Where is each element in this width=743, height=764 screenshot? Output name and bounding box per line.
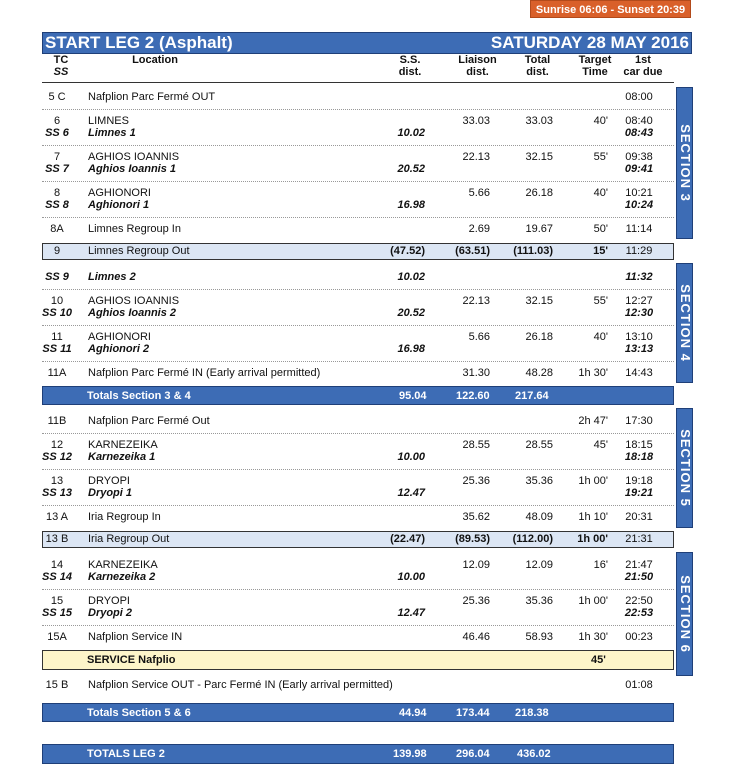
row-divider (42, 109, 674, 110)
target-time: 2h 47' (578, 415, 608, 427)
liaison-dist: 2.69 (468, 223, 490, 235)
location: LIMNES (88, 115, 129, 127)
section-6-label: SECTION 6 (678, 575, 693, 653)
col-ss-dist-label: S.S. (399, 54, 421, 66)
car-due: 11:14 (625, 223, 653, 235)
car-due: 18:15 (625, 439, 653, 451)
liaison-dist: 5.66 (468, 331, 490, 343)
ss-start-time: 09:41 (624, 163, 654, 175)
car-due: 21:31 (625, 533, 653, 545)
liaison-dist: 46.46 (462, 631, 490, 643)
ss-number: SS 15 (42, 607, 72, 619)
location: Nafplion Service IN (88, 631, 183, 643)
ss-location: Aghios Ioannis 1 (88, 163, 177, 175)
ss-location: Aghios Ioannis 2 (88, 307, 177, 319)
tc-number: 9 (53, 245, 61, 257)
total-dist: 32.15 (525, 151, 553, 163)
row-divider (42, 181, 674, 182)
total-dist: 48.09 (525, 511, 553, 523)
col-tc-label: TC (53, 54, 69, 66)
liaison-dist: 22.13 (462, 151, 490, 163)
location: Nafplion Parc Fermé OUT (88, 91, 216, 103)
total-dist: 35.36 (525, 595, 553, 607)
leg-title-bar (42, 32, 692, 54)
col-header-tc (42, 54, 80, 78)
location: KARNEZEIKA (88, 559, 158, 571)
total-dist: 26.18 (525, 187, 553, 199)
ss-dist: 12.47 (397, 487, 425, 499)
ss-location: Limnes 2 (88, 271, 136, 283)
ss-dist: (47.52) (390, 245, 425, 257)
liaison-dist: 22.13 (462, 295, 490, 307)
location: DRYOPI (88, 475, 130, 487)
total-dist: (111.03) (513, 245, 553, 257)
ss-start-time: 10:24 (624, 199, 654, 211)
col-ss-label: SS (53, 66, 69, 78)
ss-number: SS 12 (42, 451, 72, 463)
tc-number: 15 (50, 595, 64, 607)
liaison-dist: 35.62 (462, 511, 490, 523)
ss-location: Karnezeika 1 (88, 451, 156, 463)
location: Nafplion Parc Fermé IN (Early arrival permitted) (88, 367, 321, 379)
col-total-label: Total (524, 54, 551, 66)
tc-number: 8A (50, 223, 64, 235)
tc-number: 11B (47, 415, 67, 427)
car-due: 12:27 (625, 295, 653, 307)
target-time: 1h 10' (578, 511, 608, 523)
totals-section-5-6 (42, 703, 674, 722)
tc-number: 13 B (45, 533, 69, 545)
col-header-ss-dist (385, 54, 435, 78)
tc-number: 15 B (45, 679, 69, 691)
ss-dist: 16.98 (397, 343, 425, 355)
ss-dist: 20.52 (397, 163, 425, 175)
section-5-label: SECTION 5 (678, 429, 693, 507)
target-time: 15' (593, 245, 608, 257)
target-time: 55' (593, 295, 608, 307)
ss-start-time: 19:21 (624, 487, 654, 499)
location: Iria Regroup Out (88, 533, 170, 545)
ss-start-time: 18:18 (624, 451, 654, 463)
target-time: 1h 30' (578, 367, 608, 379)
row-divider (42, 289, 674, 290)
row-divider (42, 145, 674, 146)
total-dist: 48.28 (525, 367, 553, 379)
totals-ss-dist: 95.04 (399, 390, 427, 402)
totals-label: Totals Section 5 & 6 (87, 707, 191, 719)
tc-number: 13 (50, 475, 64, 487)
ss-number: SS 11 (42, 343, 72, 355)
tc-number: 13 A (45, 511, 69, 523)
header-divider (42, 82, 674, 83)
car-due: 11:29 (625, 245, 653, 257)
ss-dist: 10.00 (397, 451, 425, 463)
ss-start-time: 13:13 (624, 343, 654, 355)
service-label: SERVICE Nafplio (87, 654, 176, 666)
car-due: 21:47 (625, 559, 653, 571)
col-location-label: Location (132, 54, 178, 66)
ss-start-time: 12:30 (624, 307, 654, 319)
sunrise-sunset-badge: Sunrise 06:06 - Sunset 20:39 (530, 0, 691, 18)
ss-dist: (22.47) (390, 533, 425, 545)
totals-liaison: 122.60 (456, 390, 490, 402)
ss-start-time: 11:32 (625, 271, 653, 283)
section-3-label: SECTION 3 (678, 124, 693, 202)
target-time: 16' (593, 559, 608, 571)
totals-label: TOTALS LEG 2 (87, 748, 165, 760)
ss-dist: 16.98 (397, 199, 425, 211)
tc-number: 6 (53, 115, 61, 127)
totals-ss-dist: 139.98 (393, 748, 427, 760)
ss-location: Karnezeika 2 (88, 571, 156, 583)
car-due: 13:10 (625, 331, 653, 343)
totals-section-3-4 (42, 386, 674, 405)
row-divider (42, 433, 674, 434)
location: KARNEZEIKA (88, 439, 158, 451)
target-time: 55' (593, 151, 608, 163)
service-target: 45' (591, 654, 606, 666)
car-due: 20:31 (625, 511, 653, 523)
liaison-dist: 5.66 (468, 187, 490, 199)
tc-number: 11A (47, 367, 67, 379)
location: Iria Regroup In (88, 511, 161, 523)
location: Limnes Regroup In (88, 223, 181, 235)
ss-start-time: 08:43 (624, 127, 654, 139)
ss-dist: 20.52 (397, 307, 425, 319)
ss-number: SS 14 (42, 571, 72, 583)
car-due: 22:50 (625, 595, 653, 607)
col-due-label: 1st (635, 54, 651, 66)
row-divider (42, 625, 674, 626)
ss-dist: 10.00 (397, 571, 425, 583)
total-dist: 35.36 (525, 475, 553, 487)
liaison-dist: 25.36 (462, 475, 490, 487)
tc-number: 15A (47, 631, 67, 643)
ss-number: SS 10 (42, 307, 72, 319)
location: Nafplion Parc Fermé Out (88, 415, 210, 427)
totals-total: 218.38 (515, 707, 549, 719)
total-dist: 32.15 (525, 295, 553, 307)
section-5-tab (676, 408, 693, 528)
location: DRYOPI (88, 595, 130, 607)
car-due: 08:00 (625, 91, 653, 103)
row-divider (42, 325, 674, 326)
total-dist: 58.93 (525, 631, 553, 643)
car-due: 00:23 (625, 631, 653, 643)
ss-number: SS 13 (42, 487, 72, 499)
section-6-tab (676, 552, 693, 676)
col-liaison-sublabel: dist. (466, 66, 489, 78)
location: Limnes Regroup Out (88, 245, 190, 257)
target-time: 1h 30' (578, 631, 608, 643)
section-3-tab (676, 87, 693, 239)
ss-location: Aghionori 1 (88, 199, 150, 211)
total-dist: 26.18 (525, 331, 553, 343)
car-due: 09:38 (625, 151, 653, 163)
location: Nafplion Service OUT - Parc Fermé IN (Early arrival permitted) (88, 679, 393, 691)
total-dist: 28.55 (525, 439, 553, 451)
row-divider (42, 589, 674, 590)
liaison-dist: 33.03 (462, 115, 490, 127)
ss-number: SS 8 (45, 199, 69, 211)
tc-number: 11 (51, 331, 63, 343)
row-divider (42, 361, 674, 362)
target-time: 1h 00' (578, 475, 608, 487)
liaison-dist: 31.30 (462, 367, 490, 379)
row-divider (42, 505, 674, 506)
row-divider (42, 469, 674, 470)
ss-start-time: 22:53 (624, 607, 654, 619)
totals-total: 217.64 (515, 390, 549, 402)
leg-title: START LEG 2 (Asphalt) (45, 33, 233, 52)
tc-number: 14 (50, 559, 64, 571)
ss-location: Aghionori 2 (88, 343, 150, 355)
car-due: 10:21 (625, 187, 653, 199)
col-header-liaison (450, 54, 505, 78)
target-time: 45' (593, 439, 608, 451)
liaison-dist: (63.51) (455, 245, 490, 257)
total-dist: 12.09 (525, 559, 553, 571)
liaison-dist: 25.36 (462, 595, 490, 607)
leg-date: SATURDAY 28 MAY 2016 (490, 33, 689, 52)
ss-dist: 12.47 (397, 607, 425, 619)
target-time: 1h 00' (578, 595, 608, 607)
ss-start-time: 21:50 (624, 571, 654, 583)
section-4-label: SECTION 4 (678, 284, 693, 362)
ss-number: SS 7 (45, 163, 69, 175)
car-due: 01:08 (625, 679, 653, 691)
location: AGHIOS IOANNIS (88, 151, 180, 163)
totals-liaison: 173.44 (456, 707, 490, 719)
totals-leg-2 (42, 744, 674, 764)
liaison-dist: 12.09 (462, 559, 490, 571)
location: AGHIONORI (88, 331, 151, 343)
liaison-dist: 28.55 (462, 439, 490, 451)
col-header-location (100, 54, 210, 66)
col-target-sublabel: Time (582, 66, 608, 78)
col-total-sublabel: dist. (526, 66, 549, 78)
target-time: 50' (593, 223, 608, 235)
ss-number: SS 6 (45, 127, 69, 139)
tc-number: 12 (50, 439, 64, 451)
total-dist: 33.03 (525, 115, 553, 127)
car-due: 14:43 (625, 367, 653, 379)
col-ss-dist-sublabel: dist. (398, 66, 422, 78)
totals-liaison: 296.04 (456, 748, 490, 760)
ss-number: SS 9 (45, 271, 69, 283)
tc-number: 5 C (48, 91, 66, 103)
ss-location: Dryopi 2 (88, 607, 133, 619)
target-time: 40' (593, 115, 608, 127)
car-due: 17:30 (625, 415, 653, 427)
col-target-label: Target (578, 54, 612, 66)
target-time: 1h 00' (577, 533, 608, 545)
totals-ss-dist: 44.94 (399, 707, 427, 719)
ss-location: Dryopi 1 (88, 487, 133, 499)
ss-dist: 10.02 (397, 271, 425, 283)
col-header-due (620, 54, 666, 78)
service-row (42, 650, 674, 670)
section-4-tab (676, 263, 693, 383)
ss-location: Limnes 1 (88, 127, 136, 139)
totals-total: 436.02 (517, 748, 551, 760)
target-time: 40' (593, 187, 608, 199)
ss-dist: 10.02 (397, 127, 425, 139)
location: AGHIOS IOANNIS (88, 295, 180, 307)
tc-number: 10 (50, 295, 64, 307)
target-time: 40' (593, 331, 608, 343)
total-dist: 19.67 (525, 223, 553, 235)
totals-label: Totals Section 3 & 4 (87, 390, 191, 402)
col-header-target (572, 54, 618, 78)
car-due: 08:40 (625, 115, 653, 127)
row-divider (42, 217, 674, 218)
total-dist: (112.00) (512, 533, 553, 545)
col-header-total (515, 54, 560, 78)
tc-number: 7 (53, 151, 61, 163)
location: AGHIONORI (88, 187, 151, 199)
car-due: 19:18 (625, 475, 653, 487)
col-liaison-label: Liaison (458, 54, 497, 66)
liaison-dist: (89.53) (455, 533, 490, 545)
col-due-sublabel: car due (623, 66, 663, 78)
tc-number: 8 (53, 187, 61, 199)
